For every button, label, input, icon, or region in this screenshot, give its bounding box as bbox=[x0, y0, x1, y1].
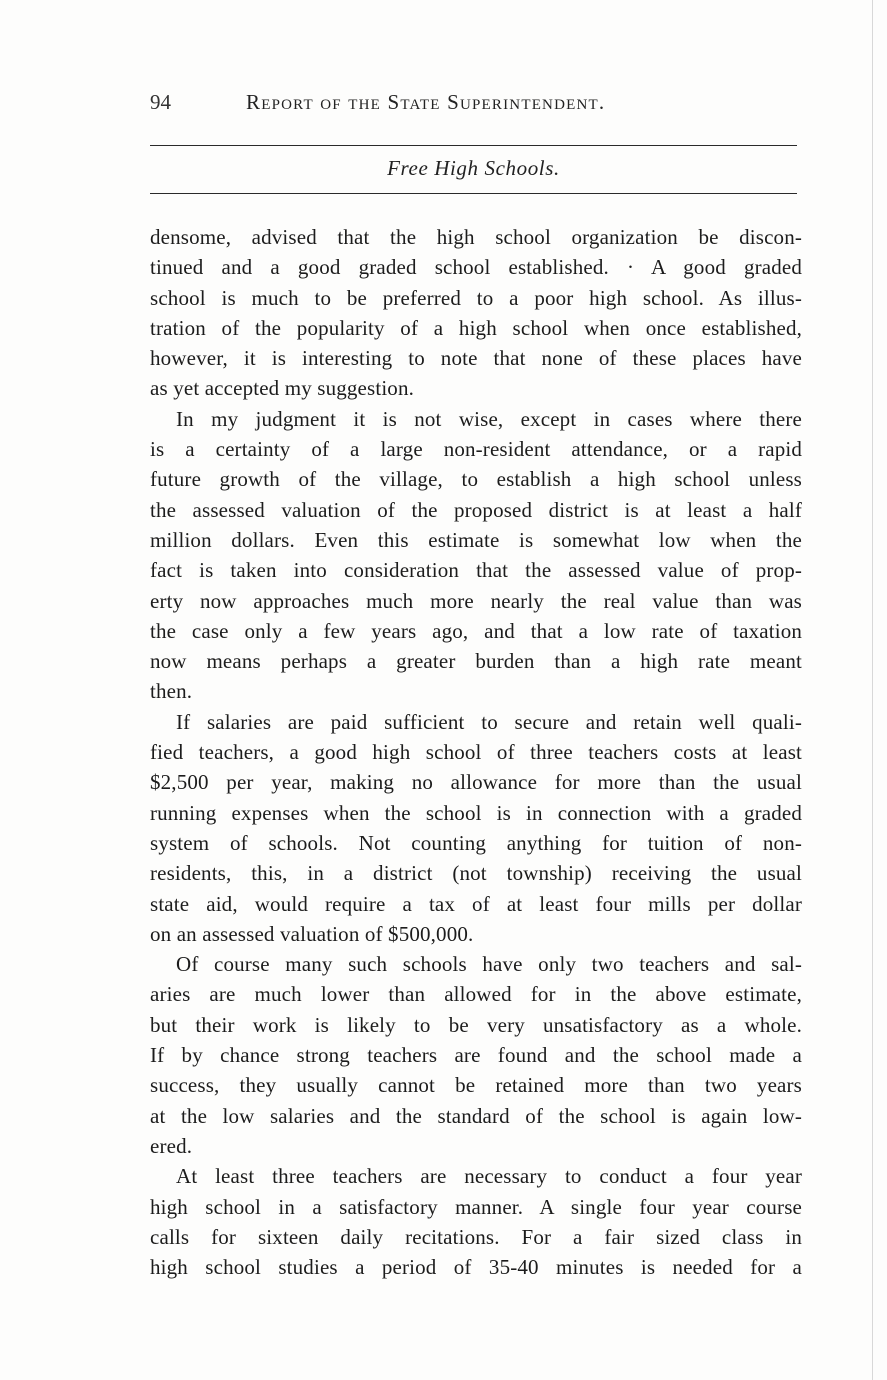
text-line: state aid, would require a tax of at least four mills per dollar bbox=[150, 891, 802, 916]
text-line: high school in a satisfactory manner. A single four year course bbox=[150, 1194, 802, 1219]
text-line: then. bbox=[150, 679, 193, 704]
text-line: is a certainty of a large non-resident attendance, or a rapid bbox=[150, 437, 802, 462]
text-line: residents, this, in a district (not township) receiving the usual bbox=[150, 861, 802, 886]
text-line: In my judgment it is not wise, except in cases where there bbox=[176, 406, 802, 431]
page-number: 94 bbox=[150, 90, 171, 114]
text-line: ered. bbox=[150, 1133, 193, 1158]
text-line: densome, advised that the high school organization be discon- bbox=[150, 225, 802, 249]
running-head bbox=[150, 86, 800, 116]
text-line: If salaries are paid sufficient to secure and retain well quali- bbox=[176, 709, 802, 734]
text-line: on an assessed valuation of $500,000. bbox=[150, 921, 474, 946]
text-line: now means perhaps a greater burden than a high rate meant bbox=[150, 649, 802, 674]
text-line: at the low salaries and the standard of the school is again low- bbox=[150, 1103, 802, 1128]
text-line: $2,500 per year, making no allowance for more than the usual bbox=[150, 770, 802, 795]
page-edge bbox=[872, 0, 873, 1380]
text-line: school is much to be preferred to a poor high school. As illus- bbox=[150, 285, 802, 310]
running-title: Report of the State Superintendent. bbox=[246, 90, 606, 114]
text-line: tinued and a good graded school established. · A good graded bbox=[150, 255, 802, 280]
text-line: however, it is interesting to note that none of these places have bbox=[150, 346, 802, 371]
text-line: tration of the popularity of a high school when once established, bbox=[150, 315, 802, 340]
text-line: but their work is likely to be very unsatisfactory as a whole. bbox=[150, 1012, 802, 1037]
text-line: the assessed valuation of the proposed district is at least a half bbox=[150, 497, 802, 522]
text-line: success, they usually cannot be retained more than two years bbox=[150, 1073, 802, 1098]
body-text bbox=[150, 222, 802, 1282]
text-line: If by chance strong teachers are found and the school made a bbox=[150, 1043, 802, 1068]
text-line: million dollars. Even this estimate is somewhat low when the bbox=[150, 527, 802, 552]
text-line: as yet accepted my suggestion. bbox=[150, 376, 415, 401]
text-line: the case only a few years ago, and that a low rate of taxation bbox=[150, 618, 802, 643]
text-line: At least three teachers are necessary to conduct a four year bbox=[176, 1164, 802, 1189]
text-line: calls for sixteen daily recitations. For a fair sized class in bbox=[150, 1224, 802, 1249]
text-line: fied teachers, a good high school of three teachers costs at least bbox=[150, 740, 802, 765]
text-line: erty now approaches much more nearly the real value than was bbox=[150, 588, 802, 613]
header-rule-bottom bbox=[150, 193, 797, 194]
header-rule-top bbox=[150, 145, 797, 146]
section-title: Free High Schools. bbox=[387, 156, 560, 180]
text-line: Of course many such schools have only two teachers and sal- bbox=[176, 952, 802, 977]
text-line: high school studies a period of 35-40 minutes is needed for a bbox=[150, 1255, 802, 1280]
text-line: running expenses when the school is in connection with a graded bbox=[150, 800, 802, 825]
text-line: fact is taken into consideration that the assessed value of prop- bbox=[150, 558, 802, 583]
text-line: future growth of the village, to establish a high school unless bbox=[150, 467, 802, 492]
text-line: system of schools. Not counting anything for tuition of non- bbox=[150, 830, 802, 855]
text-line: aries are much lower than allowed for in the above estimate, bbox=[150, 982, 802, 1007]
